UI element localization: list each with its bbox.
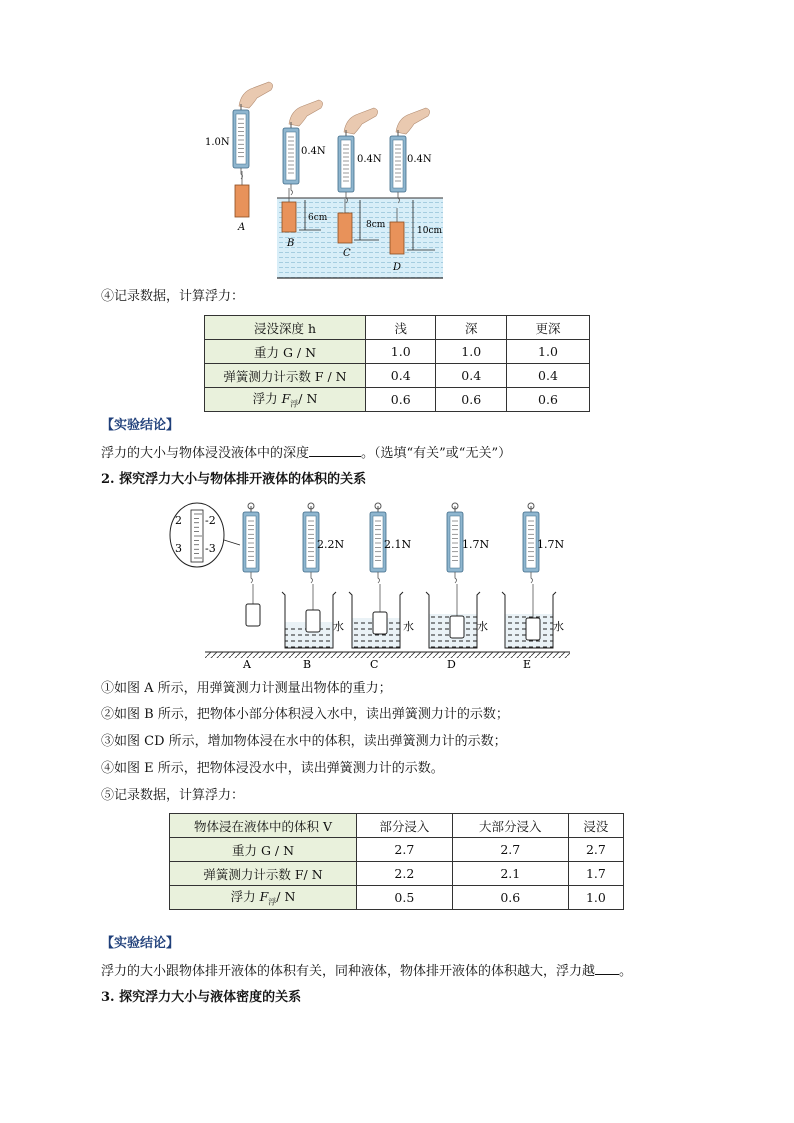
zoom-tick-3r: -3 [205, 542, 216, 555]
cylinder [373, 612, 387, 634]
label-a: A [238, 222, 246, 233]
table-cell: 1.0 [436, 340, 506, 364]
table-volume [169, 813, 624, 910]
table-cell: 重力 G / N [205, 340, 366, 364]
table-row [170, 862, 624, 886]
zoom-tick-3: 3 [175, 542, 182, 555]
cylinder [306, 610, 320, 632]
answer-blank[interactable] [309, 444, 361, 457]
answer-blank[interactable] [595, 962, 619, 975]
table-cell: 2.7 [452, 838, 568, 862]
table-cell: 1.0 [568, 886, 623, 910]
table-cell: 2.2 [357, 862, 453, 886]
cylinder [526, 618, 540, 640]
conclusion2-heading: 【实验结论】 [101, 936, 180, 951]
conclusion1-heading: 【实验结论】 [101, 418, 180, 433]
label-d: D [393, 262, 402, 273]
table-row [205, 388, 590, 412]
scale-face [236, 114, 246, 164]
metal-block [338, 213, 352, 243]
reading2-d: 1.7N [462, 538, 490, 551]
table-row [170, 838, 624, 862]
metal-block [282, 202, 296, 232]
figure-volume-experiment [165, 500, 575, 672]
table-row [170, 886, 624, 910]
reading-c: 0.4N [357, 154, 382, 165]
depth-b: 6cm [308, 213, 328, 223]
depth-d: 10cm [417, 226, 443, 236]
hand [344, 108, 378, 134]
table-depth [204, 315, 590, 412]
table-cell: 1.7 [568, 862, 623, 886]
hand [239, 82, 273, 108]
conclusion1-pre: 浮力的大小与物体浸没液体中的深度 [101, 446, 310, 461]
cylinder [450, 616, 464, 638]
table-cell: 弹簧测力计示数 F / N [205, 364, 366, 388]
table-cell: 浅 [366, 316, 436, 340]
table-cell: 2.7 [568, 838, 623, 862]
table-cell: 0.4 [506, 364, 589, 388]
table-cell: 0.5 [357, 886, 453, 910]
scale-hook-bottom [455, 572, 457, 583]
scale-face [450, 516, 460, 568]
step2-4: ④如图 E 所示，把物体浸没水中，读出弹簧测力计的示数。 [101, 761, 444, 776]
table-cell: 1.0 [506, 340, 589, 364]
conclusion2-pre: 浮力的大小跟物体排开液体的体积有关，同种液体，物体排开液体的体积越大，浮力越 [101, 964, 596, 979]
table-cell: 物体浸在液体中的体积 V [170, 814, 357, 838]
table-cell: 0.4 [436, 364, 506, 388]
label2-a: A [243, 658, 251, 671]
zoom-tick-2r: -2 [205, 514, 216, 527]
table-cell: 大部分浸入 [452, 814, 568, 838]
scale-face [246, 516, 256, 568]
table-row [205, 340, 590, 364]
scale-face [373, 516, 383, 568]
label-c: C [343, 248, 351, 259]
conclusion1-text [101, 444, 511, 463]
table-cell: 浮力 $F_浮/$ N [205, 388, 366, 412]
conclusion2-text [101, 962, 632, 981]
hand [289, 100, 323, 126]
label2-d: D [447, 658, 456, 671]
label2-c: C [370, 658, 379, 671]
reading-a: 1.0N [205, 137, 230, 148]
label2-e: E [523, 658, 532, 671]
scale-hook-bottom [291, 184, 293, 195]
cylinder [246, 604, 260, 626]
table-cell: 浸没深度 h [205, 316, 366, 340]
reading2-e: 1.7N [537, 538, 565, 551]
figure-depth-experiment [195, 80, 455, 282]
hand [396, 108, 430, 134]
table-cell: 2.1 [452, 862, 568, 886]
depth-c: 8cm [366, 220, 386, 230]
table-cell: 浸没 [568, 814, 623, 838]
table-cell: 0.6 [366, 388, 436, 412]
step2-2: ②如图 B 所示，把物体小部分体积浸入水中，读出弹簧测力计的示数； [101, 707, 509, 722]
metal-block [235, 185, 249, 217]
table-row [205, 316, 590, 340]
zoom-tick-2: 2 [175, 514, 182, 527]
step4-text: ④记录数据，计算浮力： [101, 289, 245, 304]
table-cell: 1.0 [366, 340, 436, 364]
table-cell: 重力 G / N [170, 838, 357, 862]
metal-block [390, 222, 404, 254]
step2-3: ③如图 CD 所示，增加物体浸在水中的体积，读出弹簧测力计的示数； [101, 734, 507, 749]
scale-face [526, 516, 536, 568]
scale-hook-bottom [251, 572, 253, 583]
conclusion2-post: 。 [619, 964, 633, 979]
table-row [205, 364, 590, 388]
table-cell: 0.6 [452, 886, 568, 910]
table-cell: 浮力 $F_浮/$ N [170, 886, 357, 910]
reading2-c: 2.1N [384, 538, 412, 551]
table-cell: 0.6 [506, 388, 589, 412]
water-label-c: 水 [403, 620, 414, 633]
scale-face [306, 516, 316, 568]
table-cell: 部分浸入 [357, 814, 453, 838]
table-cell: 深 [436, 316, 506, 340]
conclusion1-post: 。（选填“有关”或“无关”） [361, 446, 512, 461]
label2-b: B [303, 658, 312, 671]
water-label-b: 水 [333, 620, 344, 633]
scale-hook-bottom [311, 572, 313, 583]
table-cell: 0.6 [436, 388, 506, 412]
table-cell: 更深 [506, 316, 589, 340]
label-b: B [287, 238, 295, 249]
reading-b: 0.4N [301, 146, 326, 157]
water-label-d: 水 [477, 620, 488, 633]
step2-1: ①如图 A 所示，用弹簧测力计测量出物体的重力； [101, 681, 392, 696]
scale-hook-bottom [531, 572, 533, 583]
table-cell: 0.4 [366, 364, 436, 388]
scale-hook-bottom [378, 572, 380, 583]
reading2-b: 2.2N [317, 538, 345, 551]
water-label-e: 水 [553, 620, 564, 633]
section3-title: 3. 探究浮力大小与液体密度的关系 [101, 990, 302, 1005]
step2-5: ⑤记录数据，计算浮力： [101, 788, 245, 803]
section2-title: 2. 探究浮力大小与物体排开液体的体积的关系 [101, 472, 367, 487]
table-cell: 弹簧测力计示数 F/ N [170, 862, 357, 886]
table-row [170, 814, 624, 838]
table-cell: 2.7 [357, 838, 453, 862]
reading-d: 0.4N [407, 154, 432, 165]
